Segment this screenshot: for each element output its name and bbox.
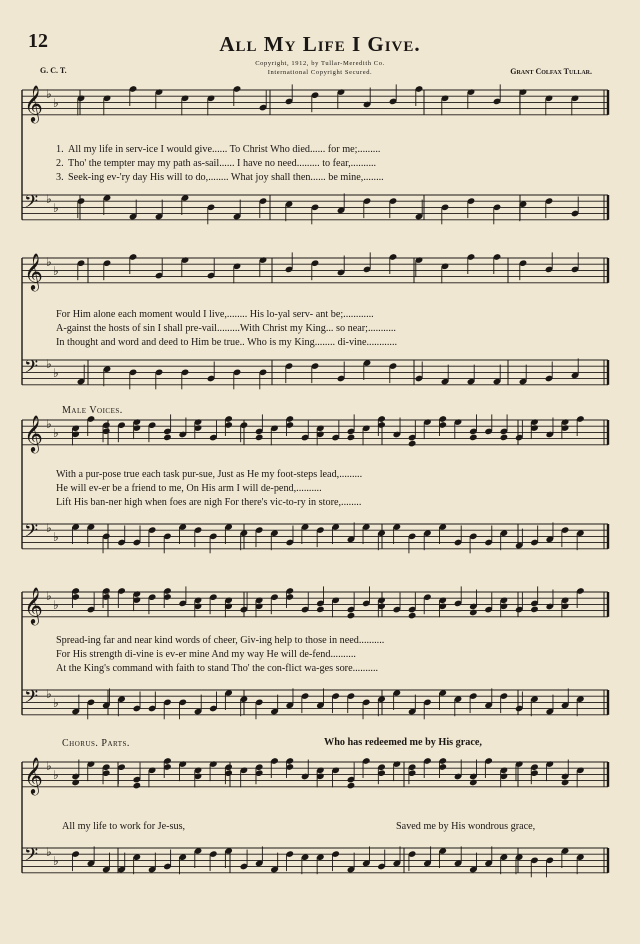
clefs (24, 84, 59, 870)
note-head (530, 606, 539, 614)
flat-sign: ♭ (53, 696, 59, 710)
copyright-line-2: International Copyright Secured. (267, 69, 373, 76)
note-head (163, 434, 172, 442)
chorus-lower-line-a: All my life to work for Je-sus, (62, 821, 186, 832)
lyric-line: At the King's command with faith to stand Tho' the con-flict wa-ges sore.......... (56, 663, 379, 674)
lyric-line: A-gainst the hosts of sin I shall pre-vail.........With Christ my King... so near;........... (56, 323, 396, 334)
lyric-line: Lift His ban-ner high when foes are nigh For there's vic-to-ry in store,........ (56, 497, 362, 508)
section-label-male-voices: Male Voices. (62, 405, 123, 416)
section-label-chorus: Chorus. Parts. (62, 738, 130, 749)
lyric-text: Seek-ing ev-'ry day His will to do,........ What joy shall then...... be mine,........ (68, 172, 384, 183)
lyric-line: For His strength di-vine is ev-er mine And my way He will de-fend.......... (56, 649, 356, 660)
flat-sign: ♭ (53, 768, 59, 782)
lyric-line: For Him alone each moment would I live,........ His lo-yal serv- ant be;............ (56, 309, 374, 320)
chorus-upper-line: Who has redeemed me by His grace, (324, 737, 482, 748)
composer-name: Grant Colfax Tullar. (510, 67, 592, 76)
flat-sign: ♭ (46, 521, 52, 535)
flat-sign: ♭ (53, 598, 59, 612)
flat-sign: ♭ (53, 530, 59, 544)
flat-sign: ♭ (46, 759, 52, 773)
note-head (255, 434, 264, 442)
chorus-lower-line-b: Saved me by His wondrous grace, (396, 821, 536, 832)
bass-clef: 𝄢 (24, 687, 39, 712)
verse-number: 3. (56, 172, 64, 183)
hymn-title: All My Life I Give. (219, 32, 421, 56)
flat-sign: ♭ (53, 264, 59, 278)
note-head (408, 612, 417, 620)
flat-sign: ♭ (53, 426, 59, 440)
bass-clef: 𝄢 (24, 845, 39, 870)
flat-sign: ♭ (46, 845, 52, 859)
note-head (500, 434, 509, 442)
lyric-line (56, 143, 604, 157)
flat-sign: ♭ (46, 687, 52, 701)
treble-clef: 𝄞 (24, 84, 43, 122)
note-head (347, 782, 356, 790)
flat-sign: ♭ (53, 854, 59, 868)
bass-clef: 𝄢 (24, 192, 39, 217)
lyric-line: He will ev-er be a friend to me, On His arm I will de-pend,.......... (56, 483, 322, 494)
lyric-text: All my life in serv-ice I would give...... To Christ Who died...... for me;......... (68, 144, 381, 155)
flat-sign: ♭ (46, 255, 52, 269)
note-head (71, 779, 80, 787)
treble-clef: 𝄞 (24, 586, 43, 624)
note-head (469, 779, 478, 787)
note-head (561, 779, 570, 787)
verse-number: 1. (56, 144, 64, 155)
verse-number: 2. (56, 158, 64, 169)
treble-clef: 𝄞 (24, 252, 43, 290)
flat-sign: ♭ (46, 357, 52, 371)
bass-clef: 𝄢 (24, 357, 39, 382)
flat-sign: ♭ (46, 417, 52, 431)
note-head (347, 612, 356, 620)
note-head (316, 606, 325, 614)
flat-sign: ♭ (46, 589, 52, 603)
note-head (347, 434, 356, 442)
lyric-line: Spread-ing far and near kind words of cheer, Giv-ing help to those in need.......... (56, 635, 385, 646)
copyright-line-1: Copyright, 1912, by Tullar-Meredith Co. (255, 60, 385, 67)
lyric-line (56, 157, 604, 171)
lyric-line: With a pur-pose true each task pur-sue, Just as He my foot-steps lead,......... (56, 469, 363, 480)
meter-label: G. C. T. (40, 66, 67, 75)
treble-clef: 𝄞 (24, 756, 43, 794)
lyric-line: In thought and word and deed to Him be true.. Who is my King........ di-vine............ (56, 337, 398, 348)
flat-sign: ♭ (53, 366, 59, 380)
flat-sign: ♭ (46, 87, 52, 101)
flat-sign: ♭ (53, 201, 59, 215)
bass-clef: 𝄢 (24, 521, 39, 546)
note-head (469, 609, 478, 617)
note-head (408, 440, 417, 448)
page-number: 12 (28, 30, 48, 52)
lyric-line (56, 171, 604, 185)
flat-sign: ♭ (46, 192, 52, 206)
note-head (133, 782, 142, 790)
flat-sign: ♭ (53, 96, 59, 110)
note-head (469, 434, 478, 442)
treble-clef: 𝄞 (24, 414, 43, 452)
lyric-text: Tho' the tempter may my path as-sail...... I have no need......... to fear,.......... (68, 158, 377, 169)
